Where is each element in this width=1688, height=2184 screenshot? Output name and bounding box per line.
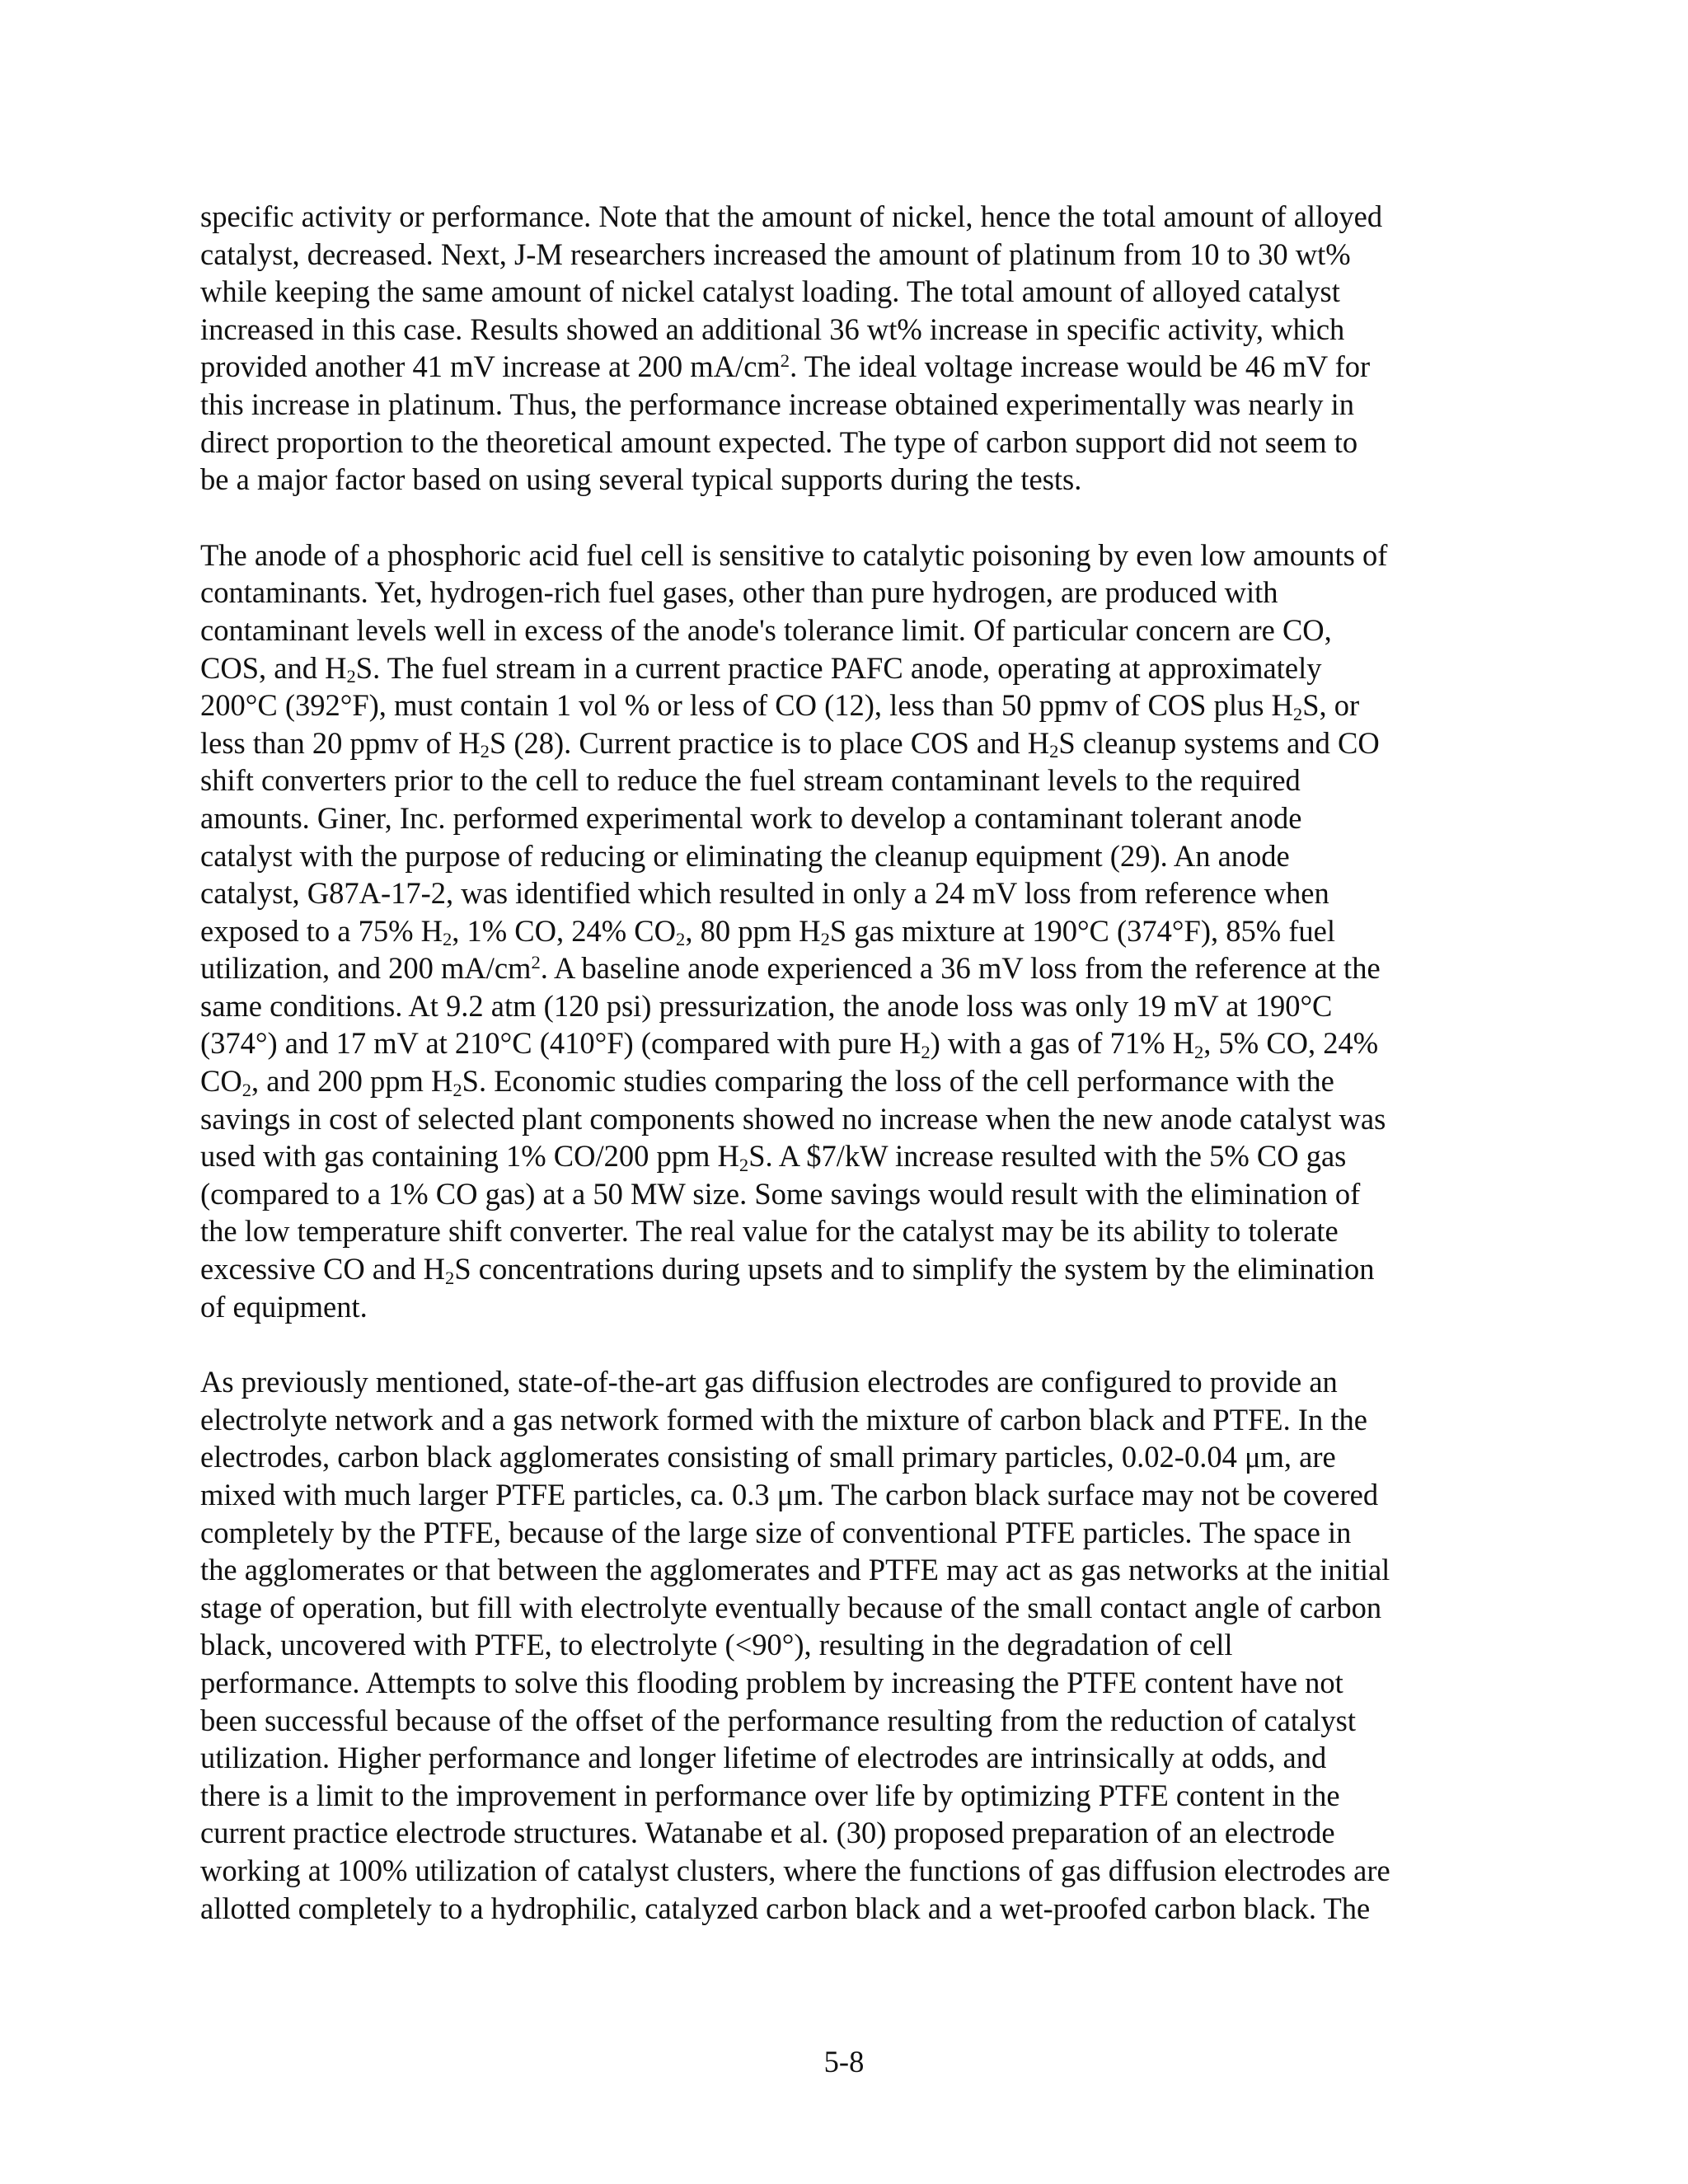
text-line: increased in this case. Results showed an additional 36 wt% increase in specific activity, which — [200, 312, 1345, 346]
text-line: allotted completely to a hydrophilic, catalyzed carbon black and a wet-proofed carbon black. The — [200, 1891, 1371, 1925]
text-line: amounts. Giner, Inc. performed experimental work to develop a contaminant tolerant anode — [200, 800, 1302, 835]
text-line: specific activity or performance. Note that the amount of nickel, hence the total amount of alloyed — [200, 199, 1383, 233]
paragraph-2 — [200, 537, 1486, 1325]
text-line: utilization, and 200 $mA/cm^2$. A baseline anode experienced a 36 mV loss from the reference at the — [200, 951, 1381, 986]
paragraph-3 — [200, 1363, 1486, 1927]
text-line: mixed with much larger PTFE particles, ca. 0.3 μm. The carbon black surface may not be covered — [200, 1478, 1379, 1511]
text-line: catalyst, G87A-17-2, was identified which resulted in only a 24 mV loss from reference when — [200, 876, 1329, 911]
text-line: there is a limit to the improvement in performance over life by optimizing PTFE content in the — [200, 1778, 1340, 1812]
text-line: current practice electrode structures. Watanabe et al. (30) proposed preparation of an electrode — [200, 1816, 1335, 1850]
text-line: same conditions. At 9.2 atm (120 psi) pressurization, the anode loss was only 19 mV at 190°C — [200, 988, 1333, 1023]
text-line: black, uncovered with PTFE, to electrolyte (<90°), resulting in the degradation of cell — [200, 1628, 1233, 1662]
text-line: electrolyte network and a gas network formed with the mixture of carbon black and PTFE. In the — [200, 1402, 1367, 1436]
page-number: 5-8 — [823, 2045, 865, 2079]
paragraph-1 — [200, 198, 1486, 499]
text-line: exposed to a 75% $H_2$, 1% CO, 24% $CO_2$, 80 ppm $H_2S$ gas mixture at 190°C (374°F), 85% fuel — [200, 913, 1335, 950]
text-line: less than 20 ppmv of $H_2S$ (28). Current practice is to place COS and $H_2S$ cleanup systems and CO — [200, 725, 1380, 762]
text-line: completely by the PTFE, because of the large size of conventional PTFE particles. The space in — [200, 1515, 1352, 1549]
text-line: (374°) and 17 mV at 210°C (410°F) (compared with pure $H_2$) with a gas of 71% $H_2$, 5% CO, 24% — [200, 1026, 1379, 1063]
text-line: electrodes, carbon black agglomerates consisting of small primary particles, 0.02-0.04 μm, are — [200, 1440, 1336, 1474]
text-line: shift converters prior to the cell to reduce the fuel stream contaminant levels to the required — [200, 763, 1301, 798]
text-line: this increase in platinum. Thus, the performance increase obtained experimentally was nearly in — [200, 387, 1355, 421]
text-line: the low temperature shift converter. The real value for the catalyst may be its ability to tolerate — [200, 1214, 1339, 1249]
text-line: catalyst, decreased. Next, J-M researchers increased the amount of platinum from 10 to 30 wt% — [200, 237, 1351, 271]
text-line: while keeping the same amount of nickel catalyst loading. The total amount of alloyed catalyst — [200, 274, 1340, 309]
text-line: of equipment. — [200, 1289, 368, 1324]
text-line: COS, and $H_2S$. The fuel stream in a current practice PAFC anode, operating at approximately — [200, 650, 1322, 687]
text-line: used with gas containing 1% CO/200 ppm $H_2S$. A $7/kW increase resulted with the 5% CO gas — [200, 1139, 1347, 1175]
text-line: direct proportion to the theoretical amount expected. The type of carbon support did not seem to — [200, 424, 1358, 459]
text-line: been successful because of the offset of the performance resulting from the reduction of catalyst — [200, 1703, 1357, 1737]
text-line: savings in cost of selected plant components showed no increase when the new anode catalyst was — [200, 1101, 1386, 1136]
text-line: working at 100% utilization of catalyst clusters, where the functions of gas diffusion electrodes are — [200, 1853, 1390, 1887]
text-line: (compared to a 1% CO gas) at a 50 MW size. Some savings would result with the elimination of — [200, 1176, 1361, 1211]
text-line: contaminants. Yet, hydrogen-rich fuel gases, other than pure hydrogen, are produced with — [200, 575, 1278, 610]
text-line: 200°C (392°F), must contain 1 vol % or less of CO (12), less than 50 ppmv of COS plus $H_2S$, or — [200, 688, 1360, 724]
text-line: excessive CO and $H_2S$ concentrations during upsets and to simplify the system by the elimination — [200, 1252, 1375, 1288]
text-line: performance. Attempts to solve this flooding problem by increasing the PTFE content have not — [200, 1665, 1343, 1699]
text-line: be a major factor based on using several typical supports during the tests. — [200, 462, 1082, 497]
text-line: $CO_2$, and 200 ppm $H_2S$. Economic studies comparing the loss of the cell performance with the — [200, 1064, 1334, 1100]
text-line: stage of operation, but fill with electrolyte eventually because of the small contact angle of carbon — [200, 1590, 1382, 1624]
text-line: catalyst with the purpose of reducing or eliminating the cleanup equipment (29). An anode — [200, 838, 1290, 873]
text-line: The anode of a phosphoric acid fuel cell is sensitive to catalytic poisoning by even low amounts of — [200, 537, 1388, 572]
text-line: utilization. Higher performance and longer lifetime of electrodes are intrinsically at odds, and — [200, 1741, 1327, 1775]
text-line: the agglomerates or that between the agglomerates and PTFE may act as gas networks at the initial — [200, 1553, 1390, 1587]
text-line: As previously mentioned, state-of-the-art gas diffusion electrodes are configured to provide an — [200, 1365, 1338, 1399]
text-line: provided another 41 mV increase at 200 $mA/cm^2$. The ideal voltage increase would be 46 mV for — [200, 349, 1371, 384]
text-line: contaminant levels well in excess of the anode's tolerance limit. Of particular concern are CO, — [200, 612, 1332, 647]
document-body — [200, 198, 1486, 1927]
